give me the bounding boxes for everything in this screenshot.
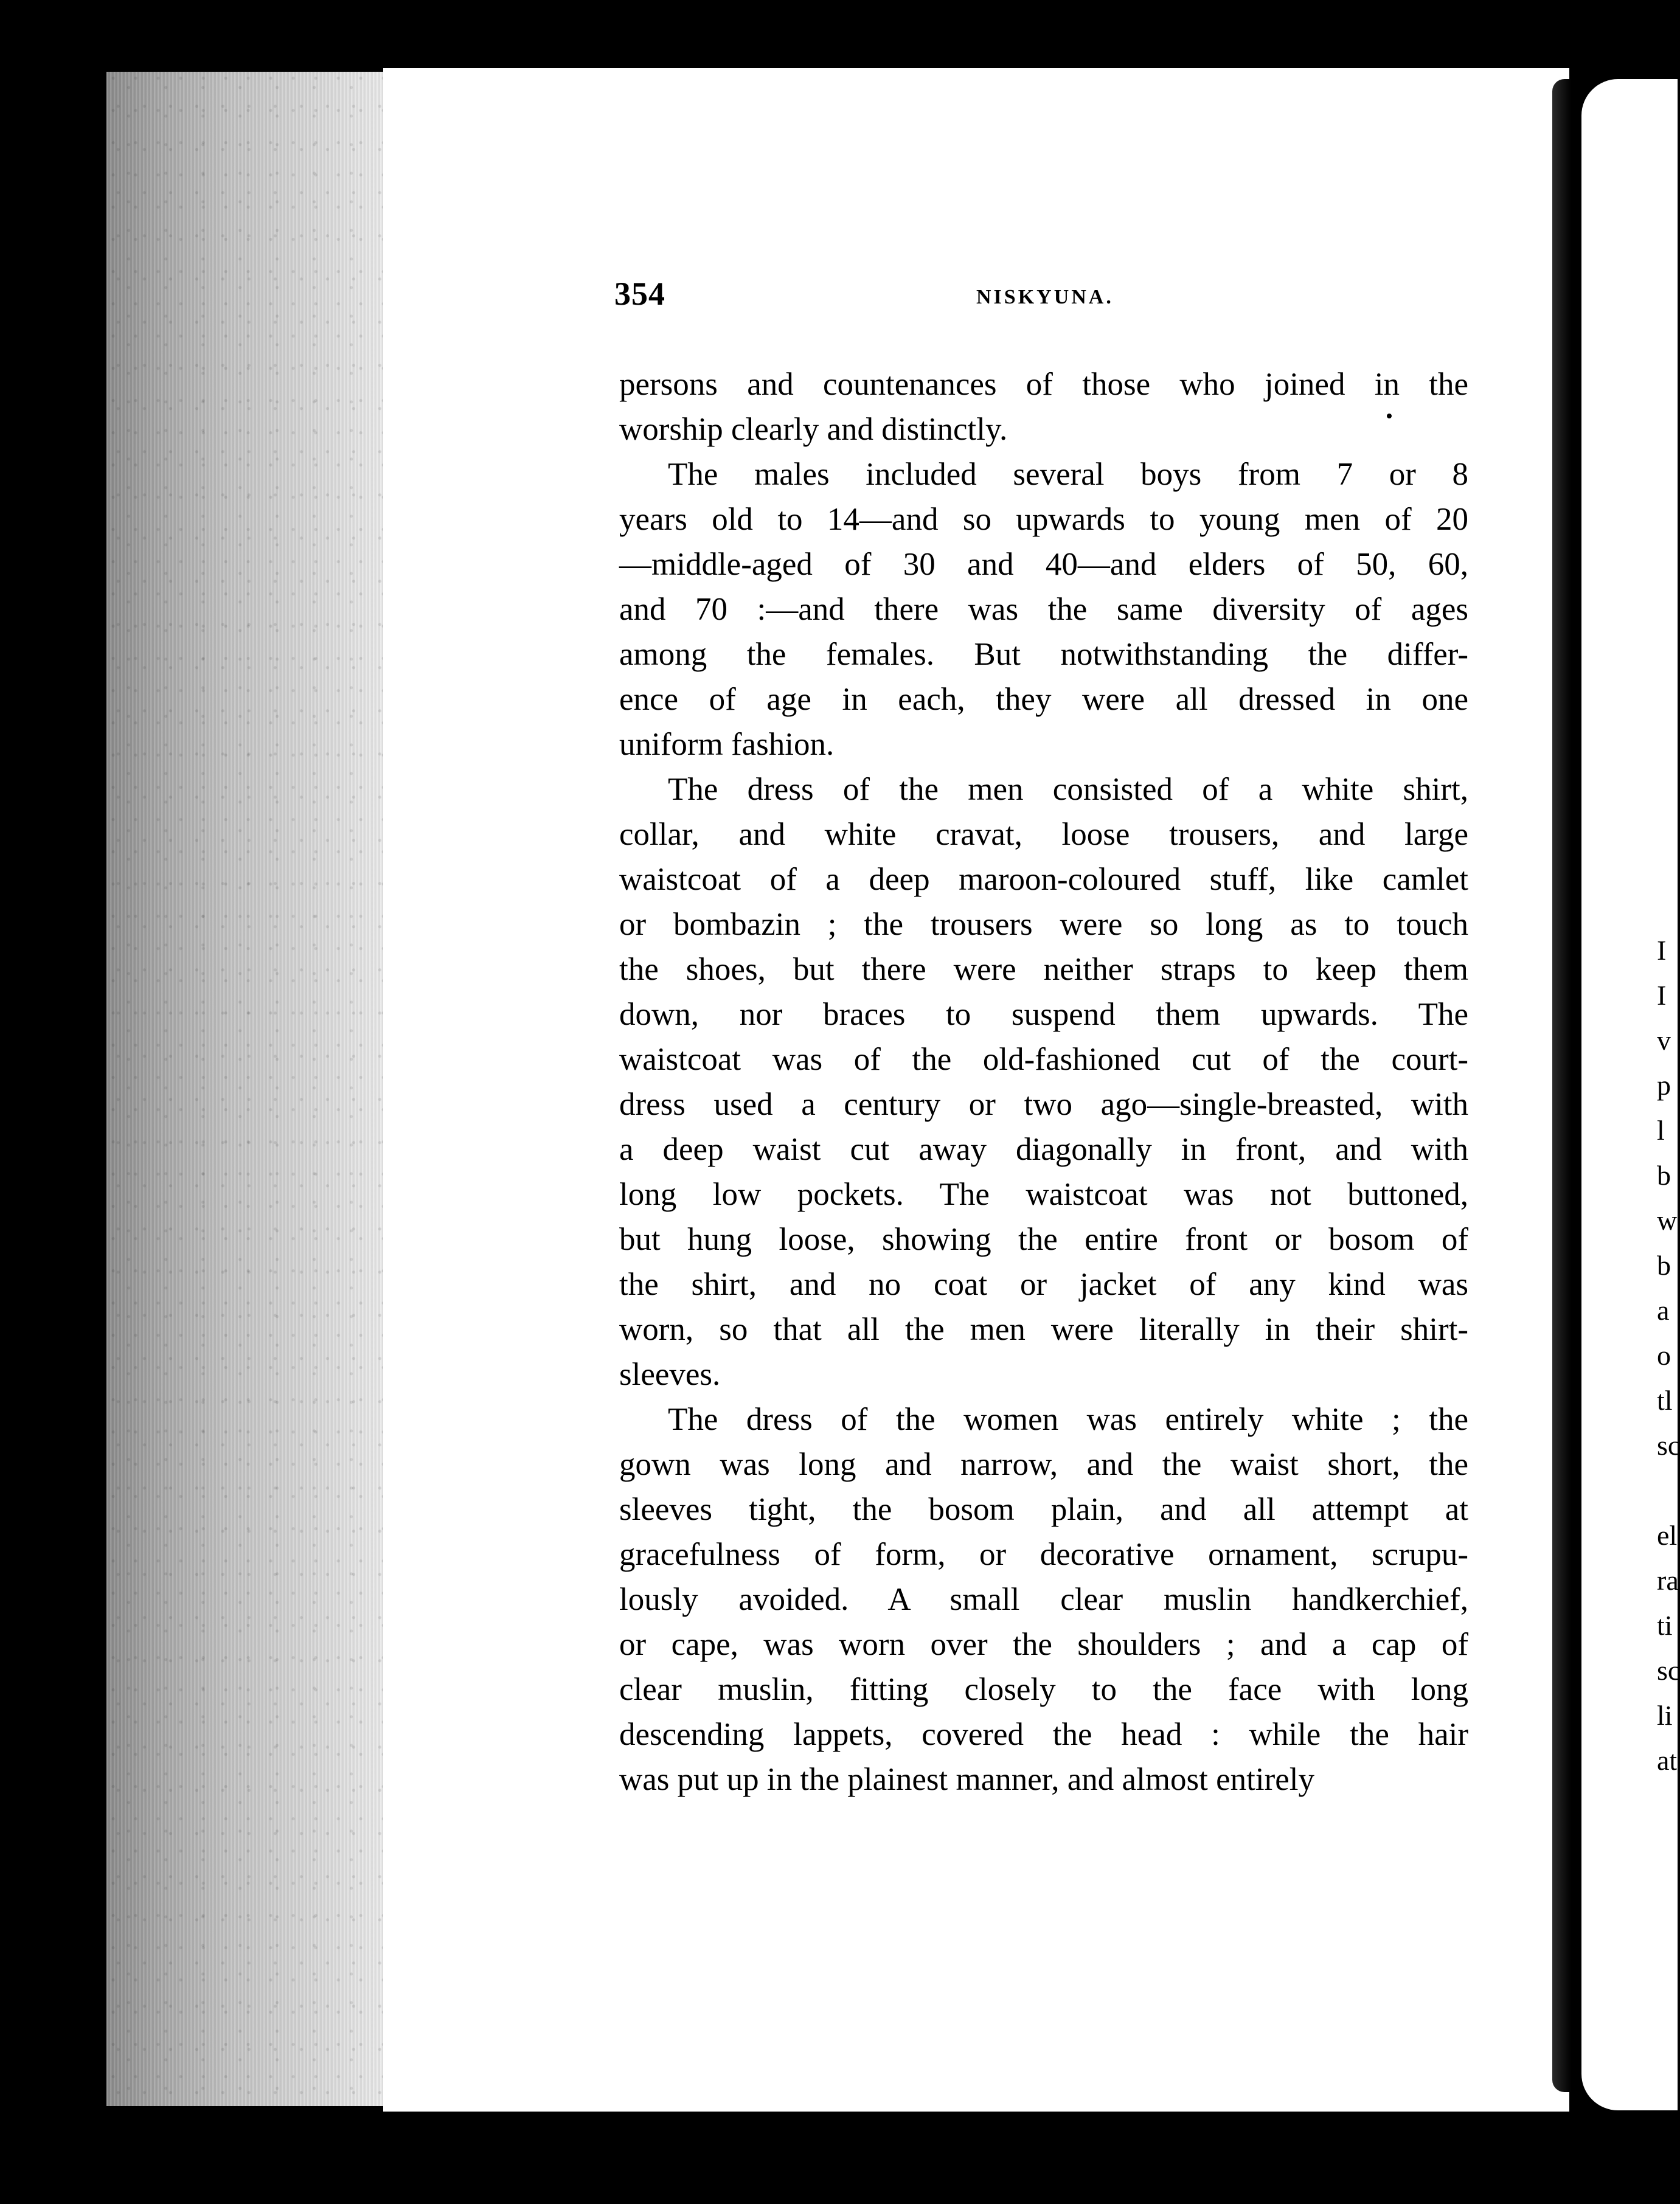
facing-page-fragment: I (1657, 980, 1667, 1011)
text-line: persons and countenances of those who joined in the (619, 367, 1468, 402)
running-head: NISKYUNA. (976, 286, 1114, 308)
text-line: collar, and white cravat, loose trousers, and large (619, 817, 1468, 852)
facing-page-fragment: b (1657, 1160, 1671, 1191)
text-line: the shirt, and no coat or jacket of any kind was (619, 1267, 1468, 1302)
page-edge-stack (106, 72, 386, 2106)
facing-page-fragment: el (1657, 1520, 1678, 1551)
text-line: or bombazin ; the trousers were so long as to touch (619, 907, 1468, 942)
paragraph (619, 362, 1468, 452)
facing-page-fragment: sc (1657, 1430, 1680, 1461)
text-line: descending lappets, covered the head : while the hair (619, 1717, 1468, 1752)
facing-page-fragment: b (1657, 1250, 1671, 1281)
text-line: waistcoat was of the old-fashioned cut of the court- (619, 1042, 1468, 1077)
facing-page-fragment: ti (1657, 1610, 1673, 1641)
facing-page-fragment: li (1657, 1700, 1673, 1731)
text-line: gracefulness of form, or decorative ornament, scrupu- (619, 1537, 1468, 1572)
text-line: the shoes, but there were neither straps to keep them (619, 952, 1468, 987)
page-number: 354 (614, 276, 665, 312)
text-line: clear muslin, fitting closely to the face with long (619, 1672, 1468, 1707)
facing-page-fragment: sc (1657, 1655, 1680, 1686)
scan-speck (1224, 18, 1242, 32)
text-line: —middle-aged of 30 and 40—and elders of 50, 60, (619, 547, 1468, 582)
facing-page-fragment: I (1657, 935, 1667, 966)
text-line: down, nor braces to suspend them upwards. The (619, 997, 1468, 1032)
page-header (614, 275, 1466, 324)
text-line: was put up in the plainest manner, and almost entirely (619, 1762, 1314, 1797)
text-line: waistcoat of a deep maroon-coloured stuff, like camlet (619, 862, 1468, 897)
text-line: years old to 14—and so upwards to young men of 20 (619, 502, 1468, 537)
facing-page-fragment: a (1657, 1295, 1670, 1326)
paragraph (619, 452, 1468, 767)
facing-page-fragment: tl (1657, 1385, 1673, 1416)
text-line: ence of age in each, they were all dressed in one (619, 682, 1468, 717)
text-line: sleeves. (619, 1357, 721, 1392)
text-line: or cape, was worn over the shoulders ; and a cap of (619, 1627, 1468, 1662)
book-binding (1552, 79, 1584, 2092)
text-line: and 70 :—and there was the same diversity of ages (619, 592, 1468, 627)
facing-page-fragment: p (1657, 1070, 1671, 1101)
text-line: uniform fashion. (619, 727, 835, 762)
text-line: dress used a century or two ago—single-breasted, with (619, 1087, 1468, 1122)
facing-page-fragment: at (1657, 1745, 1678, 1776)
text-line: but hung loose, showing the entire front or bosom of (619, 1222, 1468, 1257)
text-line: sleeves tight, the bosom plain, and all attempt at (619, 1492, 1468, 1527)
facing-page-fragment: o (1657, 1340, 1671, 1371)
text-line: The males included several boys from 7 or 8 (668, 457, 1468, 492)
facing-page-fragment: w (1657, 1205, 1678, 1236)
text-line: among the females. But notwithstanding the differ- (619, 637, 1468, 672)
facing-page-fragment: l (1657, 1115, 1665, 1146)
facing-page-sliver (1581, 79, 1678, 2110)
text-line: lously avoided. A small clear muslin handkerchief, (619, 1582, 1468, 1617)
paragraph (619, 767, 1468, 1397)
text-line: worship clearly and distinctly. (619, 412, 1008, 447)
text-line: gown was long and narrow, and the waist short, the (619, 1447, 1468, 1482)
body-text (619, 362, 1468, 1802)
facing-page-fragment: v (1657, 1025, 1671, 1056)
text-line: worn, so that all the men were literally in their shirt- (619, 1312, 1468, 1347)
paragraph (619, 1397, 1468, 1802)
facing-page-fragment: ra (1657, 1565, 1679, 1596)
text-line: The dress of the men consisted of a white shirt, (668, 772, 1468, 807)
scan-speck (1192, 29, 1203, 38)
text-line: long low pockets. The waistcoat was not buttoned, (619, 1177, 1468, 1212)
text-line: a deep waist cut away diagonally in front, and with (619, 1132, 1468, 1167)
text-line: The dress of the women was entirely white ; the (668, 1402, 1468, 1437)
